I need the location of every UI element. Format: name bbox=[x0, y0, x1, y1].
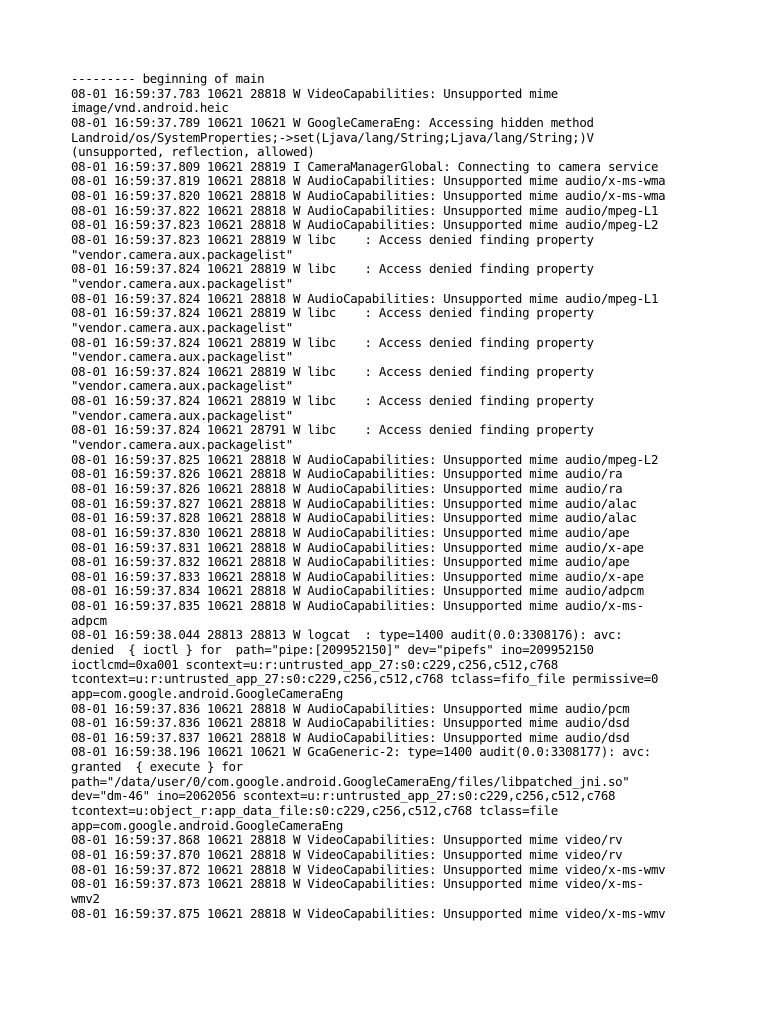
log-line: app=com.google.android.GoogleCameraEng bbox=[71, 817, 344, 833]
log-line: "vendor.camera.aux.packagelist" bbox=[71, 378, 293, 394]
log-line: tcontext=u:r:untrusted_app_27:s0:c229,c256,c512,c768 tclass=fifo_file permissive=0 bbox=[71, 671, 659, 687]
log-line: 08-01 16:59:37.836 10621 28818 W AudioCapabilities: Unsupported mime audio/pcm bbox=[71, 700, 630, 716]
log-line: "vendor.camera.aux.packagelist" bbox=[71, 437, 293, 453]
log-line: "vendor.camera.aux.packagelist" bbox=[71, 407, 293, 423]
log-line: 08-01 16:59:37.875 10621 28818 W VideoCapabilities: Unsupported mime video/x-ms-wmv bbox=[71, 905, 666, 921]
log-line: 08-01 16:59:37.834 10621 28818 W AudioCapabilities: Unsupported mime audio/adpcm bbox=[71, 583, 644, 599]
log-line: 08-01 16:59:37.872 10621 28818 W VideoCapabilities: Unsupported mime video/x-ms-wmv bbox=[71, 861, 666, 877]
log-line: denied { ioctl } for path="pipe:[209952150]" dev="pipefs" ino=209952150 bbox=[71, 641, 594, 657]
log-line: app=com.google.android.GoogleCameraEng bbox=[71, 685, 344, 701]
log-line: 08-01 16:59:37.826 10621 28818 W AudioCapabilities: Unsupported mime audio/ra bbox=[71, 480, 623, 496]
log-line: 08-01 16:59:37.783 10621 28818 W VideoCapabilities: Unsupported mime bbox=[71, 85, 558, 101]
log-line: 08-01 16:59:37.824 10621 28819 W libc : Access denied finding property bbox=[71, 393, 594, 409]
log-line: 08-01 16:59:37.824 10621 28818 W AudioCapabilities: Unsupported mime audio/mpeg-L1 bbox=[71, 290, 659, 306]
log-line bbox=[71, 921, 761, 936]
log-line: 08-01 16:59:38.196 10621 10621 W GcaGeneric-2: type=1400 audit(0.0:3308177): avc: bbox=[71, 744, 651, 760]
log-line: 08-01 16:59:37.789 10621 10621 W GoogleCameraEng: Accessing hidden method bbox=[71, 114, 594, 130]
log-line: 08-01 16:59:37.824 10621 28819 W libc : Access denied finding property bbox=[71, 363, 594, 379]
log-line: 08-01 16:59:37.836 10621 28818 W AudioCapabilities: Unsupported mime audio/dsd bbox=[71, 715, 630, 731]
log-line: tcontext=u:object_r:app_data_file:s0:c229,c256,c512,c768 tclass=file bbox=[71, 803, 558, 819]
log-line: granted { execute } for bbox=[71, 759, 243, 775]
log-line: ioctlcmd=0xa001 scontext=u:r:untrusted_app_27:s0:c229,c256,c512,c768 bbox=[71, 656, 558, 672]
log-document bbox=[71, 72, 761, 936]
log-line: 08-01 16:59:37.831 10621 28818 W AudioCapabilities: Unsupported mime audio/x-ape bbox=[71, 539, 644, 555]
log-line: "vendor.camera.aux.packagelist" bbox=[71, 319, 293, 335]
log-line: 08-01 16:59:37.824 10621 28819 W libc : Access denied finding property bbox=[71, 261, 594, 277]
log-line: 08-01 16:59:37.833 10621 28818 W AudioCapabilities: Unsupported mime audio/x-ape bbox=[71, 568, 644, 584]
log-line: 08-01 16:59:37.868 10621 28818 W VideoCapabilities: Unsupported mime video/rv bbox=[71, 832, 623, 848]
log-line: 08-01 16:59:37.835 10621 28818 W AudioCapabilities: Unsupported mime audio/x-ms- bbox=[71, 598, 644, 614]
log-line: dev="dm-46" ino=2062056 scontext=u:r:untrusted_app_27:s0:c229,c256,c512,c768 bbox=[71, 788, 616, 804]
log-line: 08-01 16:59:37.824 10621 28791 W libc : Access denied finding property bbox=[71, 422, 594, 438]
log-line: 08-01 16:59:37.824 10621 28819 W libc : Access denied finding property bbox=[71, 334, 594, 350]
log-line: 08-01 16:59:37.823 10621 28818 W AudioCapabilities: Unsupported mime audio/mpeg-L2 bbox=[71, 217, 659, 233]
log-line: 08-01 16:59:37.873 10621 28818 W VideoCapabilities: Unsupported mime video/x-ms- bbox=[71, 876, 644, 892]
log-line: 08-01 16:59:37.832 10621 28818 W AudioCapabilities: Unsupported mime audio/ape bbox=[71, 554, 630, 570]
log-line: 08-01 16:59:37.825 10621 28818 W AudioCapabilities: Unsupported mime audio/mpeg-L2 bbox=[71, 451, 659, 467]
log-line: 08-01 16:59:38.044 28813 28813 W logcat : type=1400 audit(0.0:3308176): avc: bbox=[71, 627, 623, 643]
log-line: "vendor.camera.aux.packagelist" bbox=[71, 275, 293, 291]
log-line: 08-01 16:59:37.820 10621 28818 W AudioCapabilities: Unsupported mime audio/x-ms-wma bbox=[71, 188, 666, 204]
log-line: 08-01 16:59:37.822 10621 28818 W AudioCapabilities: Unsupported mime audio/mpeg-L1 bbox=[71, 202, 659, 218]
log-line: 08-01 16:59:37.830 10621 28818 W AudioCapabilities: Unsupported mime audio/ape bbox=[71, 524, 630, 540]
log-line: 08-01 16:59:37.828 10621 28818 W AudioCapabilities: Unsupported mime audio/alac bbox=[71, 510, 637, 526]
log-line: 08-01 16:59:37.837 10621 28818 W AudioCapabilities: Unsupported mime audio/dsd bbox=[71, 729, 630, 745]
log-line: path="/data/user/0/com.google.android.GoogleCameraEng/files/libpatched_jni.so" bbox=[71, 773, 630, 789]
log-line: --------- beginning of main bbox=[71, 71, 265, 86]
log-line: adpcm bbox=[71, 612, 107, 628]
log-line: (unsupported, reflection, allowed) bbox=[71, 144, 315, 160]
log-line: Landroid/os/SystemProperties;->set(Ljava/lang/String;Ljava/lang/String;)V bbox=[71, 129, 594, 145]
log-line: "vendor.camera.aux.packagelist" bbox=[71, 349, 293, 365]
log-line: 08-01 16:59:37.826 10621 28818 W AudioCapabilities: Unsupported mime audio/ra bbox=[71, 466, 623, 482]
log-line: 08-01 16:59:37.827 10621 28818 W AudioCapabilities: Unsupported mime audio/alac bbox=[71, 495, 637, 511]
log-line: 08-01 16:59:37.823 10621 28819 W libc : Access denied finding property bbox=[71, 232, 594, 248]
log-line: 08-01 16:59:37.870 10621 28818 W VideoCapabilities: Unsupported mime video/rv bbox=[71, 846, 623, 862]
log-line: 08-01 16:59:37.824 10621 28819 W libc : Access denied finding property bbox=[71, 305, 594, 321]
log-line: image/vnd.android.heic bbox=[71, 100, 229, 116]
log-line: 08-01 16:59:37.809 10621 28819 I CameraManagerGlobal: Connecting to camera service bbox=[71, 158, 659, 174]
log-line: wmv2 bbox=[71, 890, 100, 906]
log-line: "vendor.camera.aux.packagelist" bbox=[71, 246, 293, 262]
log-line: 08-01 16:59:37.819 10621 28818 W AudioCapabilities: Unsupported mime audio/x-ms-wma bbox=[71, 173, 666, 189]
